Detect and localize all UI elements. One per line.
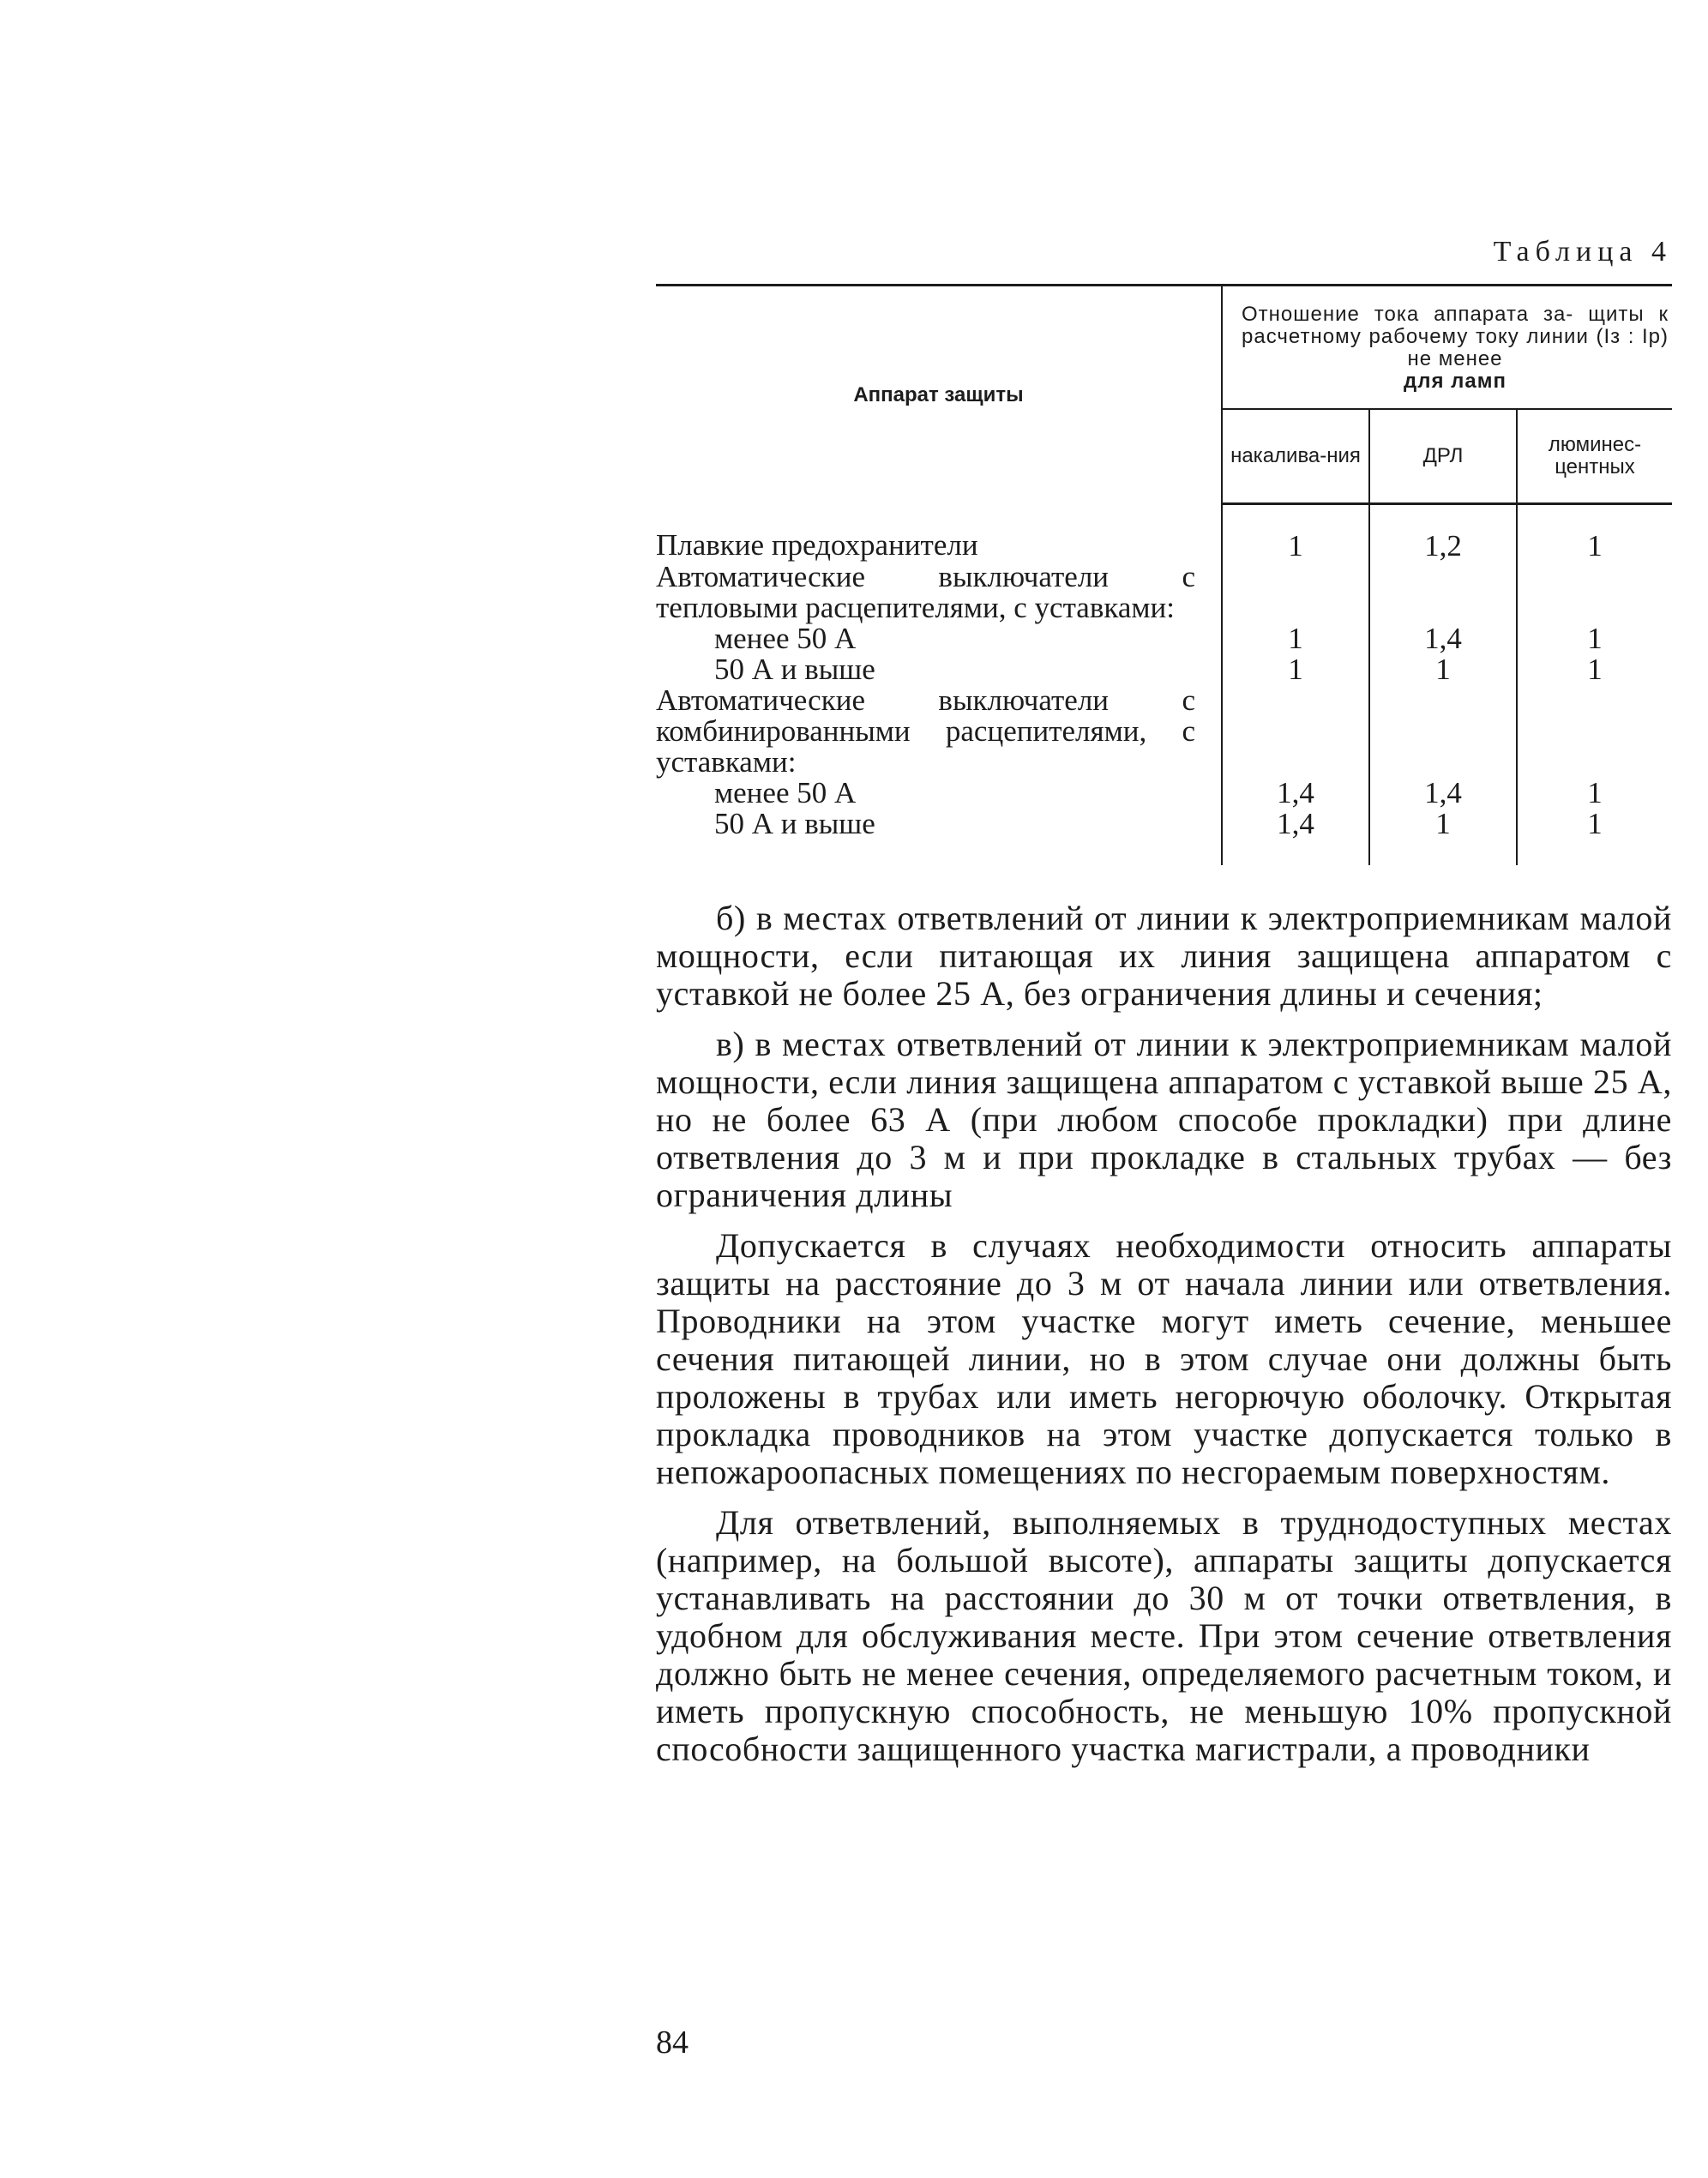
header-device bbox=[656, 286, 1222, 504]
table-row bbox=[656, 623, 1672, 654]
row-value-incandescent: 1 bbox=[1222, 654, 1369, 685]
row-value-fluorescent: 1 bbox=[1587, 653, 1603, 686]
row-device: 50 А и выше bbox=[714, 653, 875, 686]
row-value-incandescent: 1,4 bbox=[1222, 809, 1369, 865]
table-row bbox=[656, 504, 1672, 563]
body-text bbox=[656, 899, 1672, 1768]
row-value-incandescent: 1 bbox=[1222, 504, 1369, 563]
header-ratio-line3: току линии (Iз : Iр) не менее bbox=[1407, 325, 1669, 370]
page-content bbox=[656, 236, 1672, 1781]
header-col-fluorescent: люминес-центных bbox=[1517, 409, 1672, 504]
header-device-label: Аппарат защиты bbox=[853, 382, 1024, 406]
header-ratio-line4: для ламп bbox=[1404, 370, 1507, 393]
row-device: Автоматические выключатели с комбинированными расцепителями, с уставками: bbox=[656, 683, 1195, 779]
table-row bbox=[656, 654, 1672, 685]
row-value-drl: 1 bbox=[1369, 654, 1517, 685]
row-value-fluorescent bbox=[1517, 562, 1672, 623]
protection-table bbox=[656, 284, 1672, 865]
row-value-drl: 1,4 bbox=[1369, 778, 1517, 809]
row-value-fluorescent: 1 bbox=[1587, 776, 1603, 809]
row-device: менее 50 А bbox=[714, 622, 857, 655]
row-value-drl bbox=[1369, 562, 1517, 623]
row-value-fluorescent: 1 bbox=[1587, 622, 1603, 655]
row-value-drl: 1,2 bbox=[1369, 504, 1517, 563]
row-device: Плавкие предохранители bbox=[656, 527, 978, 562]
paragraph-v: в) в местах ответвлений от линии к электроприемникам малой мощности, если линия защищена аппаратом с уставкой выше 25 А, но не более 63 А (при любом способе прокладки) при длине ответвления до 3 м и при прокладке в стальных трубах — без ограничения длины bbox=[656, 1025, 1672, 1214]
row-value-drl: 1 bbox=[1369, 809, 1517, 865]
header-col-incandescent: накалива-ния bbox=[1222, 409, 1369, 504]
row-value-drl: 1,4 bbox=[1369, 623, 1517, 654]
row-value-fluorescent: 1 bbox=[1587, 529, 1603, 563]
row-value-incandescent: 1 bbox=[1222, 623, 1369, 654]
page-number: 84 bbox=[656, 2025, 689, 2061]
table-caption: Таблица 4 bbox=[1493, 236, 1672, 268]
table-row bbox=[656, 562, 1672, 623]
row-device: менее 50 А bbox=[714, 776, 857, 809]
row-value-fluorescent bbox=[1517, 685, 1672, 778]
header-ratio-line1: Отношение тока аппарата за- bbox=[1242, 303, 1574, 326]
row-device: 50 А и выше bbox=[714, 807, 875, 840]
row-device: Автоматические выключатели с тепловыми расцепителями, с уставками: bbox=[656, 560, 1195, 624]
table-row bbox=[656, 685, 1672, 778]
header-ratio bbox=[1222, 286, 1672, 410]
paragraph-permission: Допускается в случаях необходимости относить аппараты защиты на расстояние до 3 м от начала линии или ответвления. Проводники на этом участке могут иметь сечение, меньшее сечения питающей линии, но в этом случае они должны быть проложены в трубах или иметь негорючую оболочку. Открытая прокладка проводников на этом участке допускается только в непожароопасных помещениях по несгораемым поверхностям. bbox=[656, 1226, 1672, 1491]
row-value-drl bbox=[1369, 685, 1517, 778]
header-col-drl: ДРЛ bbox=[1369, 409, 1517, 504]
paragraph-b: б) в местах ответвлений от линии к электроприемникам малой мощности, если питающая их линия защищена аппаратом с уставкой не более 25 А, без ограничения длины и сечения; bbox=[656, 899, 1672, 1013]
row-value-incandescent bbox=[1222, 685, 1369, 778]
paragraph-branches: Для ответвлений, выполняемых в труднодоступных местах (например, на большой высоте), аппараты защиты допускается устанавливать на расстоянии до 30 м от точки ответвления, в удобном для обслуживания месте. При этом сечение ответвления должно быть не менее сечения, определяемого расчетным током, и иметь пропускную способность, не меньшую 10% пропускной способности защищенного участка магистрали, а проводники bbox=[656, 1503, 1672, 1768]
table-row bbox=[656, 778, 1672, 809]
row-value-incandescent bbox=[1222, 562, 1369, 623]
row-value-fluorescent: 1 bbox=[1587, 807, 1603, 840]
table-row bbox=[656, 809, 1672, 865]
row-value-incandescent: 1,4 bbox=[1222, 778, 1369, 809]
header-ratio-line2: щиты к расчетному рабочему bbox=[1242, 303, 1669, 348]
